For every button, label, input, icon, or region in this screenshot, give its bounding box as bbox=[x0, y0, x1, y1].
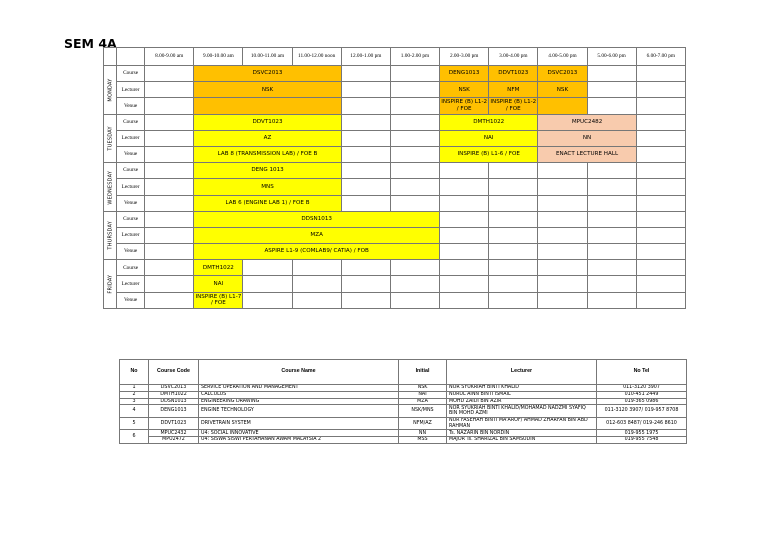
wednesday-venue-row bbox=[104, 195, 686, 211]
row-label: Course bbox=[117, 211, 145, 227]
day-label-tuesday: TUESDAY bbox=[104, 114, 117, 163]
class-cell bbox=[194, 98, 341, 114]
class-cell: NAI bbox=[194, 276, 243, 292]
class-cell: DSVC2013 bbox=[538, 66, 587, 82]
tuesday-venue-row bbox=[104, 146, 686, 162]
row-label: Venue bbox=[117, 146, 145, 162]
table-row: MPU2472 U4: SISWA SISWI PERTAHANAN AWAM MALAYSIA 2 MSS MAJOR Ts. SHARIZAL BIN SAMSUDIN 019-955 7548 bbox=[120, 437, 687, 444]
class-cell: NN bbox=[538, 130, 636, 146]
monday-lecturer-row bbox=[104, 82, 686, 98]
column-header: No Tel bbox=[597, 360, 687, 385]
time-slot: 2.00-3.00 pm bbox=[440, 48, 489, 66]
class-cell: ENACT LECTURE HALL bbox=[538, 146, 636, 162]
class-cell: DDSN1013 bbox=[194, 211, 440, 227]
class-cell: DMTH1022 bbox=[194, 260, 243, 276]
class-cell: INSPIRE (B) L1-2 / FOE bbox=[440, 98, 489, 114]
thursday-course-row bbox=[104, 211, 686, 227]
class-cell: DSVC2013 bbox=[194, 66, 341, 82]
class-cell: DDVT1023 bbox=[489, 66, 538, 82]
class-cell: MPUC2482 bbox=[538, 114, 636, 130]
time-slot: 8.00-9.00 am bbox=[145, 48, 194, 66]
time-slot: 12.00-1.00 pm bbox=[341, 48, 390, 66]
column-header: No bbox=[120, 360, 149, 385]
course-table-header bbox=[120, 360, 687, 385]
row-label: Lecturer bbox=[117, 130, 145, 146]
class-cell: INSPIRE (B) L1-2 / FOE bbox=[489, 98, 538, 114]
class-cell: LAB 6 (ENGINE LAB 1) / FOE B bbox=[194, 195, 341, 211]
wednesday-lecturer-row bbox=[104, 179, 686, 195]
monday-venue-row bbox=[104, 98, 686, 114]
column-header: Initial bbox=[399, 360, 447, 385]
page-title: SEM 4A bbox=[64, 36, 117, 51]
row-label: Lecturer bbox=[117, 179, 145, 195]
class-cell: ASPIRE L1-9 (COMLAB9/ CATIA) / FOB bbox=[194, 244, 440, 260]
time-slot: 4.00-5.00 pm bbox=[538, 48, 587, 66]
row-label: Lecturer bbox=[117, 276, 145, 292]
time-slot: 10.00-11.00 am bbox=[243, 48, 292, 66]
class-cell: LAB 8 (TRANSMISSION LAB) / FOE B bbox=[194, 146, 341, 162]
wednesday-course-row bbox=[104, 163, 686, 179]
row-label: Course bbox=[117, 260, 145, 276]
row-label: Course bbox=[117, 114, 145, 130]
timetable bbox=[103, 47, 686, 309]
row-label: Venue bbox=[117, 292, 145, 308]
time-slot: 9.00-10.00 am bbox=[194, 48, 243, 66]
thursday-venue-row bbox=[104, 244, 686, 260]
row-label: Venue bbox=[117, 244, 145, 260]
friday-venue-row bbox=[104, 292, 686, 308]
tuesday-course-row bbox=[104, 114, 686, 130]
class-cell: INSPIRE (B) L1-6 / FOE bbox=[440, 146, 538, 162]
monday-course-row bbox=[104, 66, 686, 82]
column-header: Lecturer bbox=[447, 360, 597, 385]
column-header: Course Code bbox=[149, 360, 199, 385]
class-cell: NFM bbox=[489, 82, 538, 98]
class-cell: MZA bbox=[194, 227, 440, 243]
table-row: 2 DMTH1022 CALCULUS NAI NURUL AINN BINTI ISMAIL 010-451 2449 bbox=[120, 391, 687, 398]
class-cell: NSK bbox=[440, 82, 489, 98]
class-cell: NSK bbox=[538, 82, 587, 98]
time-slot: 11.00-12.00 noon bbox=[292, 48, 341, 66]
row-label: Venue bbox=[117, 195, 145, 211]
thursday-lecturer-row bbox=[104, 227, 686, 243]
time-slot: 3.00-4.00 pm bbox=[489, 48, 538, 66]
time-slot: 1.00-2.00 pm bbox=[390, 48, 439, 66]
row-label: Course bbox=[117, 163, 145, 179]
class-cell: NSK bbox=[194, 82, 341, 98]
row-label: Course bbox=[117, 66, 145, 82]
class-cell: MNS bbox=[194, 179, 341, 195]
class-cell: INSPIRE (B) L1-7 / FOE bbox=[194, 292, 243, 308]
class-cell: DDVT1023 bbox=[194, 114, 341, 130]
day-label-friday: FRIDAY bbox=[104, 260, 117, 309]
table-row: 4 DENG1013 ENGINE TECHNOLOGY NSK/MNS NOR SYUKRIAH BINTI KHALID/MOHAMAD NADZMI SYAFIQ BIN MOHD AZMI 011-3120 3907/ 019-957 8708 bbox=[120, 405, 687, 418]
class-cell: AZ bbox=[194, 130, 341, 146]
course-table bbox=[119, 359, 687, 444]
class-cell: DENG 1013 bbox=[194, 163, 341, 179]
column-header: Course Name bbox=[199, 360, 399, 385]
row-label: Venue bbox=[117, 98, 145, 114]
friday-course-row bbox=[104, 260, 686, 276]
tuesday-lecturer-row bbox=[104, 130, 686, 146]
day-label-wednesday: WEDNESDAY bbox=[104, 163, 117, 212]
class-cell bbox=[538, 98, 587, 114]
day-label-monday: MONDAY bbox=[104, 66, 117, 115]
day-label-thursday: THURSDAY bbox=[104, 211, 117, 260]
class-cell: DMTH1022 bbox=[440, 114, 538, 130]
time-header-row bbox=[104, 48, 686, 66]
table-row: 3 DDSN1013 ENGINEERING DRAWING MZA MOHD ZAIDI BIN AZIR 019-365 0986 bbox=[120, 398, 687, 405]
table-row: 1 DSVC2013 SERVICE OPERATION AND MANAGEMENT NSK NOR SYUKRIAH BINTI KHALID 011-3120 3907 bbox=[120, 385, 687, 392]
row-label: Lecturer bbox=[117, 82, 145, 98]
table-row: 5 DDVT1023 DRIVETRAIN SYSTEM NFM/AZ NUR FASEHAH BINTI MA'AROF/ AHMAD ZHARFAN BIN ABD RAHMAN 012-603 8487/ 019-246 8610 bbox=[120, 417, 687, 430]
friday-lecturer-row bbox=[104, 276, 686, 292]
table-row: 6 MPUC2432 U4: SOCIAL INNOVATIVE NN Ts. NAZARIN BIN NORDIN 019-955 1975 bbox=[120, 430, 687, 437]
time-slot: 6.00-7.00 pm bbox=[636, 48, 685, 66]
time-slot: 5.00-6.00 pm bbox=[587, 48, 636, 66]
class-cell: NAI bbox=[440, 130, 538, 146]
row-label: Lecturer bbox=[117, 227, 145, 243]
class-cell: DENG1013 bbox=[440, 66, 489, 82]
